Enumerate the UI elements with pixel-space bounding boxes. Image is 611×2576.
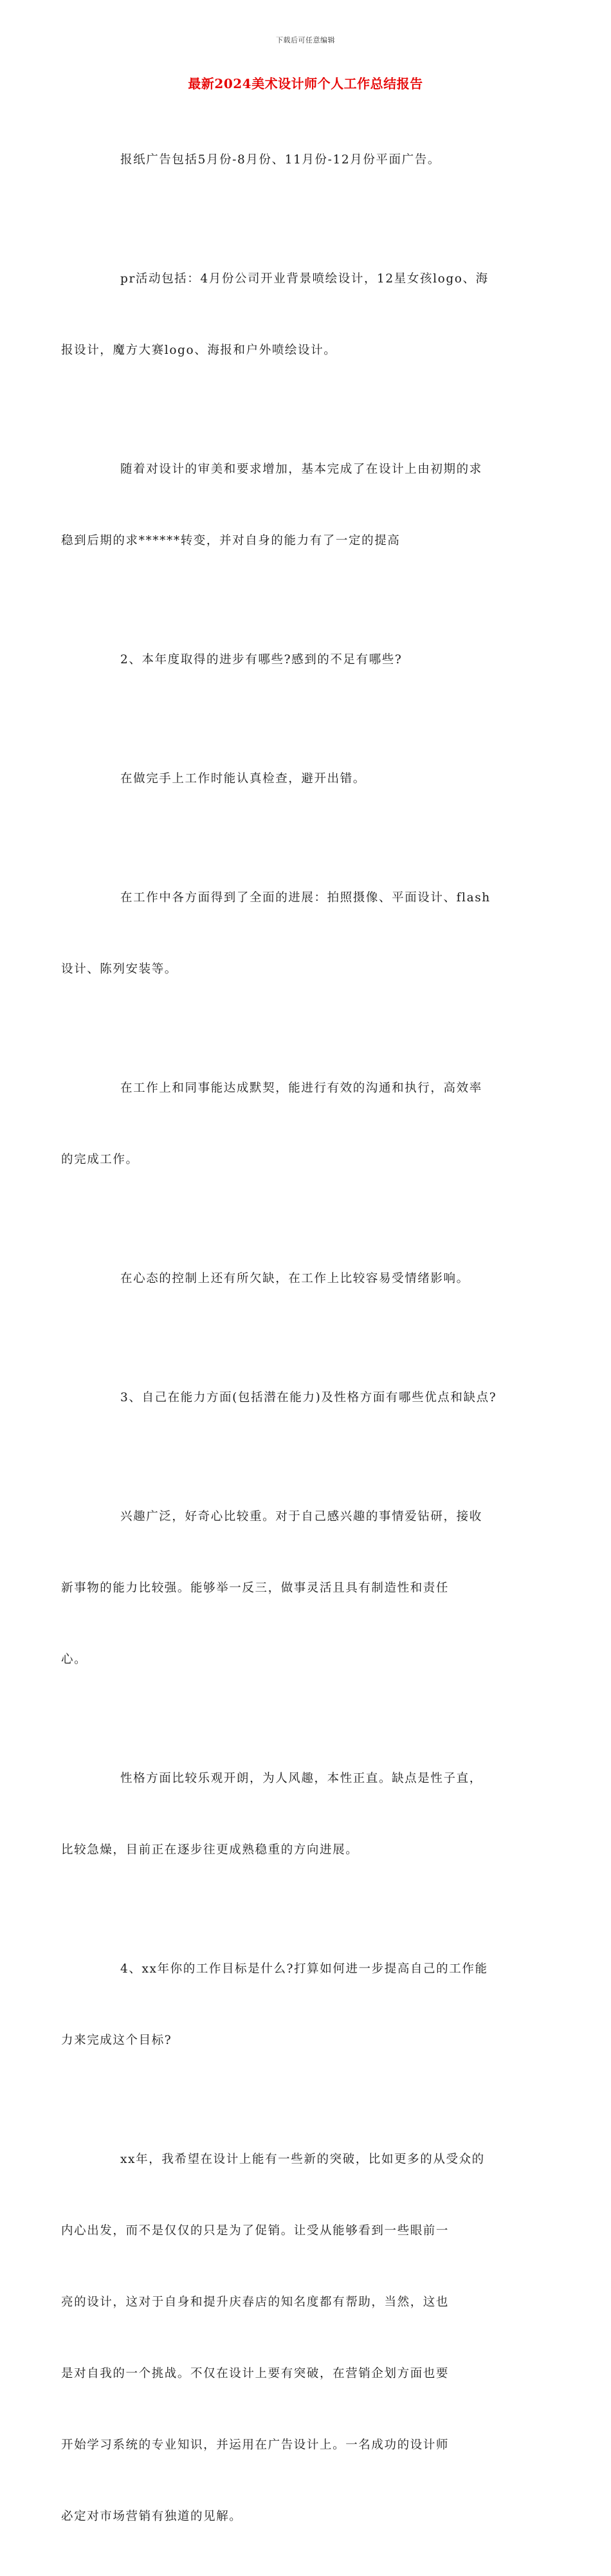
paragraph-line: 3、自己在能力方面(包括潜在能力)及性格方面有哪些优点和缺点? <box>120 1391 497 1404</box>
paragraph-line: 在工作上和同事能达成默契，能进行有效的沟通和执行，高效率 <box>120 1081 482 1095</box>
paragraph-line: 4、xx年你的工作目标是什么?打算如何进一步提高自己的工作能 <box>120 1962 488 1976</box>
paragraph-line: 稳到后期的求******转变，并对自身的能力有了一定的提高 <box>61 534 401 547</box>
paragraph-line: 在工作中各方面得到了全面的进展：拍照摄像、平面设计、flash <box>120 891 491 905</box>
paragraph-line: 心。 <box>61 1653 87 1666</box>
paragraph <box>91 1338 522 1457</box>
paragraph-line: pr活动包括：4月份公司开业背景喷绘设计，12星女孩logo、海 <box>120 272 489 286</box>
paragraph <box>91 100 522 219</box>
paragraph-line: 开始学习系统的专业知识，并运用在广告设计上。一名成功的设计师 <box>61 2438 450 2452</box>
paragraph-line: 的完成工作。 <box>61 1153 139 1166</box>
paragraph-line: 兴趣广泛，好奇心比较重。对于自己感兴趣的事情爱钻研，接收 <box>120 1510 482 1523</box>
paragraph <box>91 719 522 838</box>
paragraph <box>61 1457 522 1719</box>
paragraph-line: 在心态的控制上还有所欠缺，在工作上比较容易受情绪影响。 <box>120 1272 470 1285</box>
paragraph <box>61 1719 522 1909</box>
document-body <box>61 100 522 2576</box>
paragraph-line: 设计、陈列安装等。 <box>61 962 178 976</box>
paragraph <box>91 600 522 719</box>
paragraph <box>61 2100 522 2576</box>
paragraph-line: 在做完手上工作时能认真检查，避开出错。 <box>120 772 366 786</box>
paragraph-line: 是对自我的一个挑战。不仅在设计上要有突破，在营销企划方面也要 <box>61 2367 450 2380</box>
paragraph <box>61 1029 522 1219</box>
paragraph-line: 力来完成这个目标? <box>61 2034 172 2047</box>
paragraph-line: 报设计，魔方大赛logo、海报和户外喷绘设计。 <box>61 344 337 357</box>
paragraph <box>91 1219 522 1338</box>
paragraph-line: 随着对设计的审美和要求增加，基本完成了在设计上由初期的求 <box>120 463 482 476</box>
paragraph-line: 性格方面比较乐观开朗，为人风趣，本性正直。缺点是性子直， <box>120 1772 482 1785</box>
paragraph-line: 必定对市场营销有独道的见解。 <box>61 2510 242 2523</box>
paragraph <box>61 410 522 600</box>
paragraph-line: 报纸广告包括5月份-8月份、11月份-12月份平面广告。 <box>120 153 441 167</box>
paragraph-line: 2、本年度取得的进步有哪些?感到的不足有哪些? <box>120 653 403 667</box>
paragraph-line: 亮的设计，这对于自身和提升庆春店的知名度都有帮助，当然，这也 <box>61 2295 450 2309</box>
paragraph <box>61 1909 522 2100</box>
header-note: 下载后可任意编辑 <box>276 36 335 44</box>
paragraph-line: 新事物的能力比较强。能够举一反三，做事灵活且具有制造性和责任 <box>61 1581 450 1595</box>
paragraph <box>61 838 522 1029</box>
paragraph <box>61 219 522 410</box>
document-title: 最新2024美术设计师个人工作总结报告 <box>188 76 423 91</box>
paragraph-line: 比较急燥，目前正在逐步往更成熟稳重的方向进展。 <box>61 1843 359 1857</box>
paragraph-line: 内心出发，而不是仅仅的只是为了促销。让受从能够看到一些眼前一 <box>61 2224 450 2238</box>
paragraph-line: xx年，我希望在设计上能有一些新的突破，比如更多的从受众的 <box>120 2153 485 2166</box>
